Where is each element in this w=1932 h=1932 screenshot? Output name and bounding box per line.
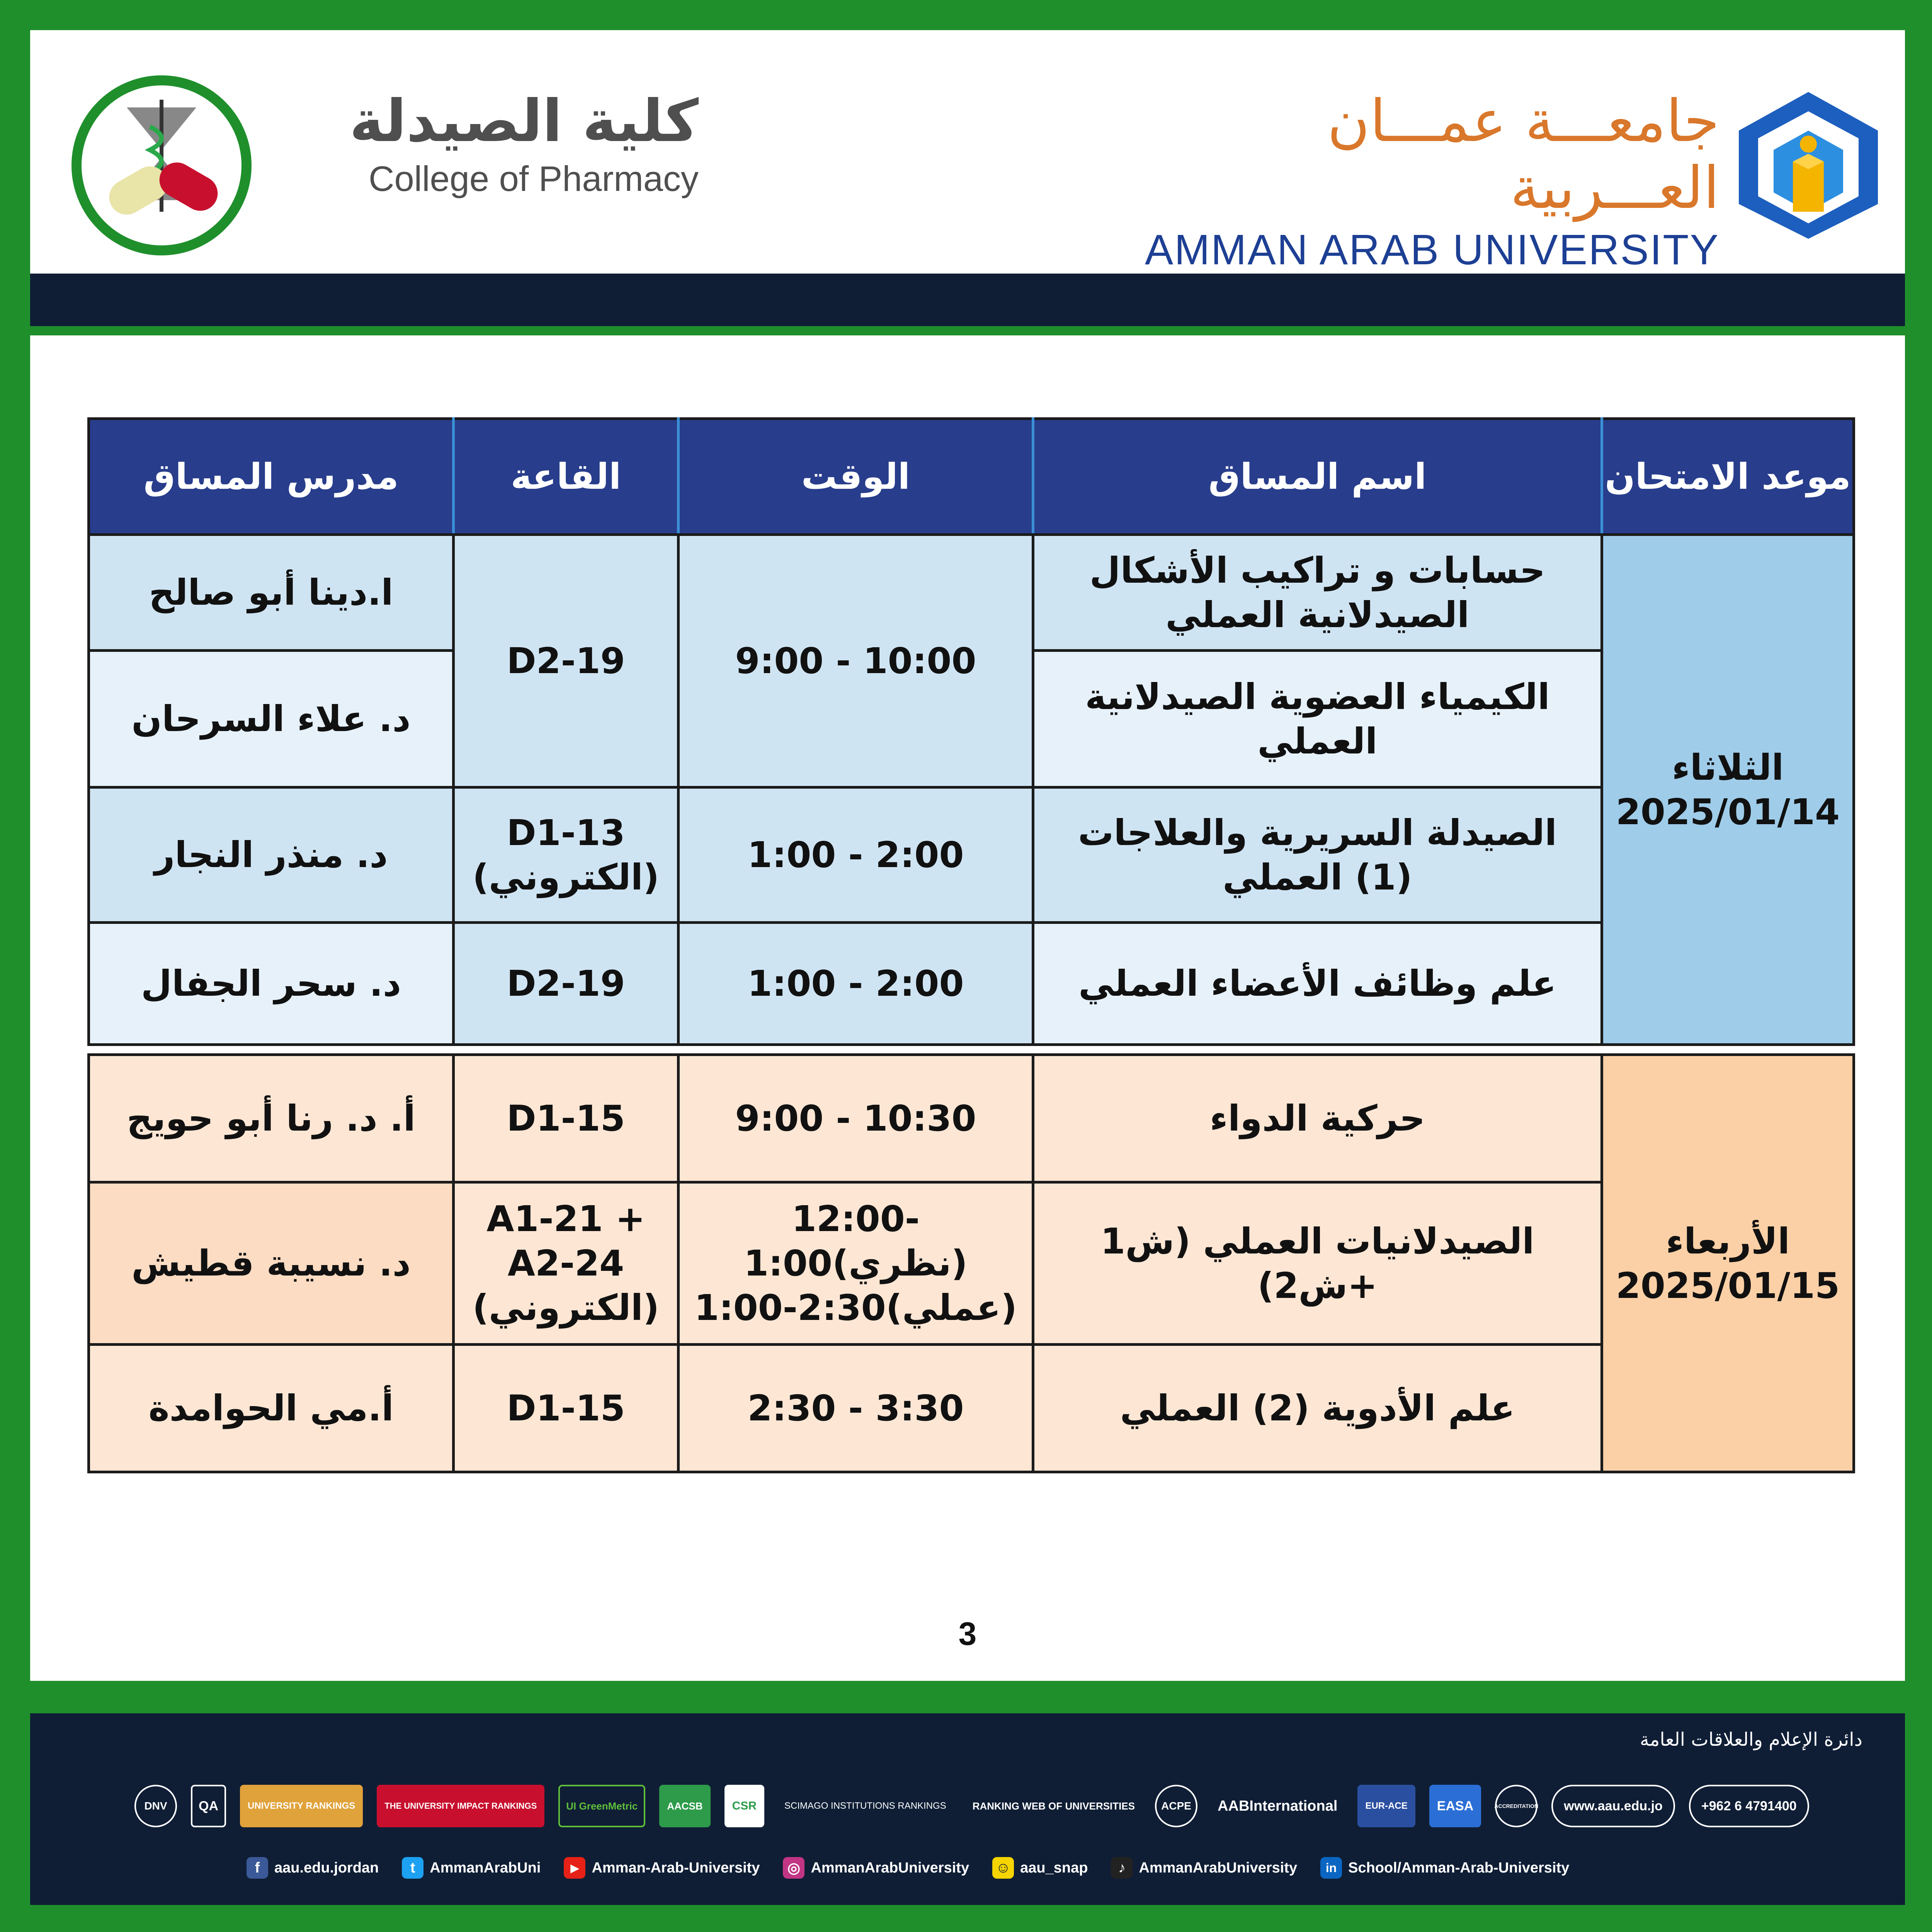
csr-badge-icon: CSR: [724, 1785, 764, 1827]
day-date: 2025/01/15: [1616, 1265, 1840, 1306]
table-row: [89, 1055, 1854, 1182]
acpe-badge-icon: ACPE: [1155, 1785, 1197, 1827]
room-line: D1-13: [507, 812, 625, 854]
linkedin-link[interactable]: [1320, 1857, 1569, 1879]
header-exam-date: موعد الامتحان: [1602, 419, 1854, 535]
time-line: 12:00-1:00(نظري): [744, 1198, 968, 1284]
pharmacy-logo-icon: [69, 73, 254, 258]
social-links: [247, 1852, 1723, 1883]
course-name-cell: الصيدلانيات العملي (ش1 +ش2): [1033, 1182, 1602, 1345]
instructor-cell: د. منذر النجار: [89, 787, 454, 923]
room-cell: D1-15: [454, 1345, 679, 1472]
instructor-cell: د. نسيبة قطيش: [89, 1182, 454, 1345]
time-cell: 9:00 - 10:30: [679, 1055, 1033, 1182]
webometrics-badge-icon: RANKING WEB OF UNIVERSITIES: [972, 1800, 1135, 1812]
social-label: aau.edu.jordan: [274, 1859, 379, 1876]
room-cell: [454, 787, 679, 923]
social-label: AmmanArabUniversity: [811, 1859, 969, 1876]
eur-ace-badge-icon: EUR-ACE: [1357, 1785, 1415, 1827]
header-dark-band: [30, 274, 1905, 326]
social-label: AmmanArabUni: [430, 1859, 541, 1876]
footer-green-band: [30, 1681, 1905, 1713]
facebook-icon: f: [247, 1857, 268, 1879]
room-line: (الكتروني): [472, 856, 660, 898]
day-cell-tuesday: [1602, 535, 1854, 1045]
header-course-name: اسم المساق: [1033, 419, 1602, 535]
page-number: 3: [958, 1616, 977, 1652]
college-name-english: College of Pharmacy: [369, 159, 699, 199]
day-name: الثلاثاء: [1672, 747, 1784, 788]
time-cell: 1:00 - 2:00: [679, 923, 1033, 1045]
twitter-link[interactable]: [402, 1857, 541, 1879]
header-instructor: مدرس المساق: [89, 419, 454, 535]
course-name-cell: الكيمياء العضوية الصيدلانية العملي: [1033, 651, 1602, 787]
page-header: [30, 30, 1905, 274]
course-name-cell: حسابات و تراكيب الأشكال الصيدلانية العملي: [1033, 535, 1602, 651]
qa-badge-icon: QA: [191, 1785, 226, 1827]
room-cell: D2-19: [454, 923, 679, 1045]
social-label: aau_snap: [1020, 1859, 1088, 1876]
room-line: A2-24: [507, 1243, 624, 1284]
course-name-cell: علم الأدوية (2) العملي: [1033, 1345, 1602, 1472]
tiktok-icon: ♪: [1111, 1857, 1133, 1879]
the-impact-badge-icon: THE UNIVERSITY IMPACT RANKINGS: [377, 1785, 544, 1827]
instructor-cell: ا.دينا أبو صالح: [89, 535, 454, 651]
youtube-link[interactable]: [564, 1857, 760, 1879]
university-logo-icon: [1735, 88, 1882, 243]
university-title: [1101, 88, 1719, 274]
instructor-cell: د. علاء السرحان: [89, 651, 454, 787]
table-row: [89, 1182, 1854, 1345]
linkedin-icon: in: [1320, 1857, 1342, 1879]
twitter-icon: t: [402, 1857, 423, 1879]
day-date: 2025/01/14: [1616, 791, 1840, 833]
social-label: AmmanArabUniversity: [1139, 1859, 1298, 1876]
facebook-link[interactable]: [247, 1857, 379, 1879]
college-name-arabic: كلية الصيدلة: [349, 88, 699, 155]
room-cell: D2-19: [454, 535, 679, 787]
room-line: (الكتروني): [472, 1287, 660, 1328]
aacsb-badge-icon: AACSB: [659, 1785, 710, 1827]
tiktok-link[interactable]: [1111, 1857, 1297, 1879]
table-row: [89, 1345, 1854, 1472]
accreditation-badges: [134, 1779, 1827, 1833]
university-name-english: AMMAN ARAB UNIVERSITY: [1145, 226, 1719, 274]
exam-schedule-table: [87, 417, 1855, 1473]
phone-number[interactable]: +962 6 4791400: [1689, 1785, 1809, 1827]
instructor-cell: أ. د. رنا أبو حويج: [89, 1055, 454, 1182]
course-name-cell: الصيدلة السريرية والعلاجات (1) العملي: [1033, 787, 1602, 923]
accreditation-badge-icon: ACCREDITATION: [1495, 1785, 1537, 1827]
table-header-row: [89, 419, 1854, 535]
separator-cell: [89, 1045, 1854, 1055]
time-cell: 1:00 - 2:00: [679, 787, 1033, 923]
header-room: القاعة: [454, 419, 679, 535]
instagram-link[interactable]: [783, 1857, 969, 1879]
room-cell: [454, 1182, 679, 1345]
time-cell: 2:30 - 3:30: [679, 1345, 1033, 1472]
greenmetric-badge-icon: UI GreenMetric: [558, 1785, 645, 1827]
table-row: [89, 535, 1854, 651]
time-cell: 9:00 - 10:00: [679, 535, 1033, 787]
instructor-cell: أ.مي الحوامدة: [89, 1345, 454, 1472]
course-name-cell: علم وظائف الأعضاء العملي: [1033, 923, 1602, 1045]
easa-badge-icon: EASA: [1429, 1785, 1481, 1827]
dnv-badge-icon: DNV: [134, 1785, 177, 1827]
time-cell: [679, 1182, 1033, 1345]
snapchat-link[interactable]: [992, 1857, 1088, 1879]
website-link[interactable]: www.aau.edu.jo: [1551, 1785, 1675, 1827]
college-title: [274, 88, 699, 199]
page-footer: [30, 1713, 1905, 1905]
instructor-cell: د. سحر الجفال: [89, 923, 454, 1045]
instagram-icon: ◎: [783, 1857, 804, 1879]
social-label: Amman-Arab-University: [592, 1859, 760, 1876]
table-row: [89, 923, 1854, 1045]
scimago-badge-icon: SCIMAGO INSTITUTIONS RANKINGS: [784, 1801, 946, 1811]
table-row: [89, 787, 1854, 923]
day-name: الأربعاء: [1665, 1220, 1790, 1262]
time-line: 1:00-2:30(عملي): [694, 1287, 1017, 1328]
snapchat-icon: ☺: [992, 1857, 1014, 1879]
header-green-band: [30, 326, 1905, 335]
aab-international-badge-icon: AABInternational: [1218, 1798, 1338, 1814]
header-time: الوقت: [679, 419, 1033, 535]
department-name: دائرة الإعلام والعلاقات العامة: [1639, 1729, 1862, 1750]
youtube-icon: ▶: [564, 1857, 585, 1879]
room-cell: D1-15: [454, 1055, 679, 1182]
course-name-cell: حركية الدواء: [1033, 1055, 1602, 1182]
university-name-arabic: جامعـــة عمـــان العـــربية: [1327, 88, 1719, 222]
social-label: School/Amman-Arab-University: [1348, 1859, 1570, 1876]
day-separator: [89, 1045, 1854, 1055]
room-line: A1-21 +: [486, 1198, 645, 1240]
day-cell-wednesday: [1602, 1055, 1854, 1472]
rankings-badge-icon: UNIVERSITY RANKINGS: [240, 1785, 363, 1827]
